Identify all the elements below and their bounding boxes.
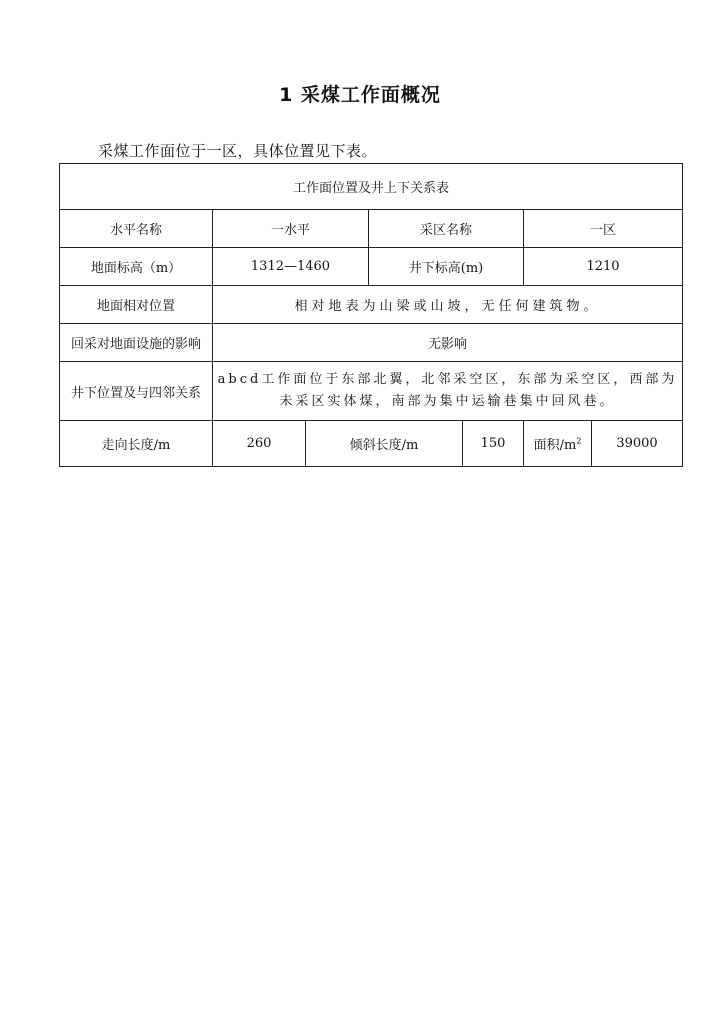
area-label-text: 面积/m: [533, 438, 577, 453]
dip-length-label: 倾斜长度/m: [306, 421, 463, 467]
district-name-label: 采区名称: [369, 210, 524, 248]
surface-position-value: 相对地表为山梁或山坡，无任何建筑物。: [213, 286, 683, 324]
surface-elevation-value: 1312—1460: [213, 248, 369, 286]
mining-impact-value: 无影响: [213, 324, 683, 362]
table-row: [60, 164, 683, 210]
surface-position-label: 地面相对位置: [60, 286, 213, 324]
table-row: [60, 210, 683, 248]
table-row: [60, 421, 683, 467]
level-name-label: 水平名称: [60, 210, 213, 248]
table-row: [60, 286, 683, 324]
table-row: [60, 362, 683, 421]
area-label-superscript: 2: [576, 436, 582, 446]
table-caption: 工作面位置及井上下关系表: [60, 164, 683, 210]
table-row: [60, 248, 683, 286]
strike-length-label: 走向长度/m: [60, 421, 213, 467]
level-name-value: 一水平: [213, 210, 369, 248]
page-title: 1 采煤工作面概况: [279, 84, 441, 106]
mining-impact-label: 回采对地面设施的影响: [60, 324, 213, 362]
underground-elevation-value: 1210: [524, 248, 683, 286]
dip-length-value: 150: [463, 421, 524, 467]
underground-relation-value: abcd工作面位于东部北翼，北邻采空区，东部为采空区，西部为未采区实体煤，南部为集中运输巷集中回风巷。: [213, 362, 683, 421]
table-row: [60, 324, 683, 362]
district-name-value: 一区: [524, 210, 683, 248]
surface-elevation-label: 地面标高（m）: [60, 248, 213, 286]
strike-length-value: 260: [213, 421, 306, 467]
intro-paragraph: 采煤工作面位于一区，具体位置见下表。: [98, 142, 378, 160]
area-label: [524, 421, 592, 467]
position-table: [59, 163, 683, 467]
underground-relation-label: 井下位置及与四邻关系: [60, 362, 213, 421]
underground-elevation-label: 井下标高(m): [369, 248, 524, 286]
area-value: 39000: [592, 421, 683, 467]
